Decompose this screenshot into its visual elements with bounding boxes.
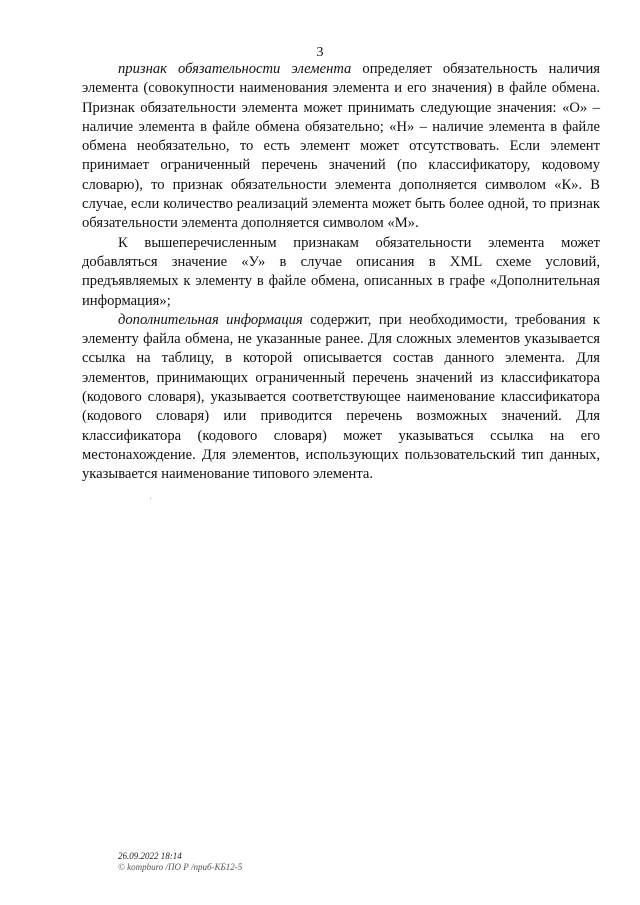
paragraph-mandatory-attribute	[82, 60, 600, 234]
footer-stamp	[118, 851, 242, 873]
page-number: 3	[316, 45, 324, 60]
footer-timestamp: 26.09.2022 18:14	[118, 851, 182, 861]
term-additional-info: дополнительная информация	[118, 311, 303, 328]
paragraph-text: содержит, при необходимости, требования к элементу файла обмена, не указанные ранее. Для сложных элементов указывается ссылка на таблицу, в которой описывается состав данного элемента. Для элементов, принимающих ограниченный перечень значений из классификатора (кодового словаря), указывается соответствующее наименование классификатора (кодового словаря) или приводится перечень возможных значений. Для классификатора (кодового словаря) может указываться ссылка на его местонахождение. Для элементов, использующих пользовательский тип данных, указывается наименование типового элемента.	[82, 311, 600, 483]
scan-speck	[150, 498, 151, 499]
document-body	[82, 60, 600, 485]
paragraph-text: К вышеперечисленным признакам обязательности элемента может добавляться значение «У» в случае описания в XML схеме условий, предъявляемых к элементу в файле обмена, описанных в графе «Дополнительная информация»;	[82, 234, 600, 309]
paragraph-additional-value	[82, 234, 600, 311]
paragraph-additional-info	[82, 311, 600, 485]
term-mandatory-attribute: признак обязательности элемента	[118, 61, 352, 77]
paragraph-text: определяет обязательность наличия элемента (совокупности наименования элемента и его значения) в файле обмена. Признак обязательности элемента может принимать следующие значения: «О» – наличие элемента в файле обмена обязательно; «Н» – наличие элемента в файле обмена необязательно, то есть элемент может отсутствовать. Если элемент принимает ограниченный перечень значений (по классификатору, кодовому словарю), то признак обязательности элемента дополняется символом «К». В случае, если количество реализаций элемента может быть более одной, то признак обязательности элемента дополняется символом «М».	[82, 61, 600, 232]
footer-signature: © kompburo /ПО Р /приб-КБ12-5	[118, 862, 243, 872]
